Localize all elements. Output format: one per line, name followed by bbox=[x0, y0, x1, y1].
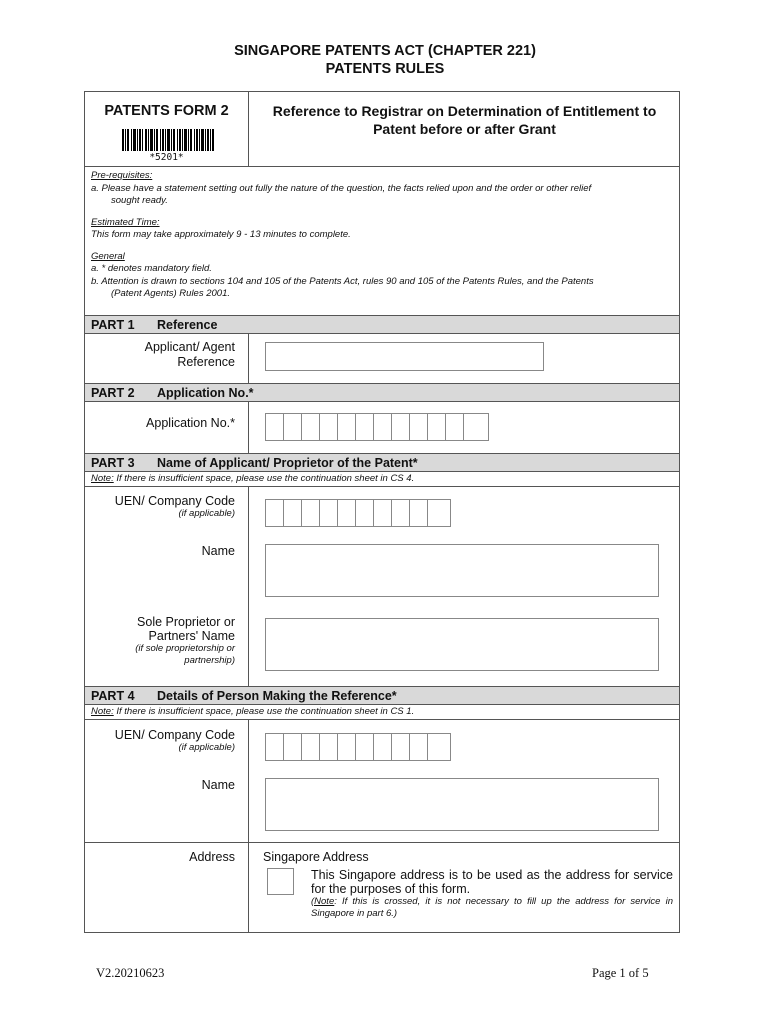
application-no-input[interactable] bbox=[265, 413, 489, 441]
prereq-item-a-cont: sought ready. bbox=[111, 195, 168, 206]
sg-note-prefix: (Note bbox=[311, 896, 335, 907]
part3-band bbox=[85, 454, 679, 471]
part4-uen-label bbox=[0, 728, 235, 753]
address-top-line bbox=[249, 842, 679, 843]
form-title: Reference to Registrar on Determination of Entitlement to Patent before or after Grant bbox=[272, 103, 657, 137]
part3-sole-sub2: partnership) bbox=[184, 655, 235, 666]
part1-number: PART 1 bbox=[91, 318, 135, 332]
part4-band bbox=[85, 687, 679, 704]
part4-title: Details of Person Making the Reference* bbox=[157, 689, 397, 703]
reference-input[interactable] bbox=[265, 342, 544, 371]
prereq-heading: Pre-requisites: bbox=[91, 170, 153, 181]
title-row-bottom bbox=[84, 166, 680, 167]
sg-note-text: : If this is crossed, it is not necessary to fill up the address for service in Singapore in part 6.) bbox=[311, 896, 673, 919]
part2-band-bottom bbox=[84, 401, 680, 402]
title-divider bbox=[248, 91, 249, 167]
estimated-text: This form may take approximately 9 - 13 minutes to complete. bbox=[91, 229, 351, 240]
part3-note-text: If there is insufficient space, please use the continuation sheet in CS 4. bbox=[113, 473, 415, 484]
part3-sole-input[interactable] bbox=[265, 618, 659, 671]
part3-title: Name of Applicant/ Proprietor of the Patent* bbox=[157, 456, 418, 470]
part3-name-label: Name bbox=[201, 544, 235, 558]
part2-number: PART 2 bbox=[91, 386, 135, 400]
barcode bbox=[122, 129, 214, 151]
general-item-a: a. * denotes mandatory field. bbox=[91, 263, 212, 274]
part2-band bbox=[85, 384, 679, 401]
sg-address-heading: Singapore Address bbox=[263, 850, 369, 864]
part1-title: Reference bbox=[157, 318, 218, 332]
part1-label bbox=[0, 340, 235, 370]
general-item-b-cont: (Patent Agents) Rules 2001. bbox=[111, 288, 230, 299]
part3-divider bbox=[248, 486, 249, 686]
part3-sole-label bbox=[0, 615, 235, 667]
part4-number: PART 4 bbox=[91, 689, 135, 703]
part4-divider bbox=[248, 719, 249, 933]
part3-note bbox=[91, 473, 414, 484]
part3-uen-text: UEN/ Company Code bbox=[114, 494, 235, 508]
part4-name-input[interactable] bbox=[265, 778, 659, 831]
part4-note-bottom bbox=[84, 719, 680, 720]
part4-name-label: Name bbox=[201, 778, 235, 792]
part4-note-text: If there is insufficient space, please use the continuation sheet in CS 1. bbox=[113, 706, 415, 717]
part3-sole-sub1: (if sole proprietorship or bbox=[135, 643, 235, 654]
part4-note-prefix: Note: bbox=[91, 706, 114, 717]
form-version: V2.20210623 bbox=[96, 966, 165, 980]
rules-title: PATENTS RULES bbox=[325, 61, 445, 77]
act-title: SINGAPORE PATENTS ACT (CHAPTER 221) bbox=[234, 43, 536, 59]
part1-label-line2: Reference bbox=[177, 355, 235, 369]
part3-sole-line1: Sole Proprietor or bbox=[137, 615, 235, 629]
part4-note bbox=[91, 706, 414, 717]
part1-label-line1: Applicant/ Agent bbox=[144, 340, 235, 354]
instructions bbox=[91, 170, 676, 301]
part3-name-input[interactable] bbox=[265, 544, 659, 597]
part3-sole-line2: Partners' Name bbox=[148, 629, 235, 643]
part1-band bbox=[85, 316, 679, 333]
general-item-b: b. Attention is drawn to sections 104 and 105 of the Patents Act, rules 90 and 105 of the Patents Rules, and the Patents bbox=[91, 275, 594, 287]
sg-address-note bbox=[311, 896, 673, 919]
part3-band-bottom bbox=[84, 471, 680, 472]
form-number: PATENTS FORM 2 bbox=[104, 103, 229, 119]
part3-note-prefix: Note: bbox=[91, 473, 114, 484]
part3-uen-input[interactable] bbox=[265, 499, 451, 527]
page-number: Page 1 of 5 bbox=[592, 966, 649, 980]
part3-uen-sub: (if applicable) bbox=[178, 508, 235, 519]
part4-uen-sub: (if applicable) bbox=[178, 742, 235, 753]
part2-divider bbox=[248, 401, 249, 453]
part4-band-bottom bbox=[84, 704, 680, 705]
address-top-line-left bbox=[84, 842, 249, 843]
part3-note-bottom bbox=[84, 486, 680, 487]
part1-band-bottom bbox=[84, 333, 680, 334]
barcode-text: *5201* bbox=[149, 152, 184, 163]
prereq-item-a: a. Please have a statement setting out fully the nature of the question, the facts relied upon and the order or other relief bbox=[91, 182, 592, 194]
part1-divider bbox=[248, 333, 249, 383]
part2-label: Application No.* bbox=[146, 416, 235, 430]
general-heading: General bbox=[91, 250, 125, 262]
part4-uen-input[interactable] bbox=[265, 733, 451, 761]
part4-address-label: Address bbox=[189, 850, 235, 864]
estimated-heading: Estimated Time: bbox=[91, 216, 160, 228]
part3-uen-label bbox=[0, 494, 235, 519]
sg-address-checkbox[interactable] bbox=[267, 868, 294, 895]
part4-uen-text: UEN/ Company Code bbox=[114, 728, 235, 742]
part2-title: Application No.* bbox=[157, 386, 254, 400]
sg-address-text: This Singapore address is to be used as the address for service for the purposes of this form. bbox=[311, 868, 673, 896]
part3-number: PART 3 bbox=[91, 456, 135, 470]
